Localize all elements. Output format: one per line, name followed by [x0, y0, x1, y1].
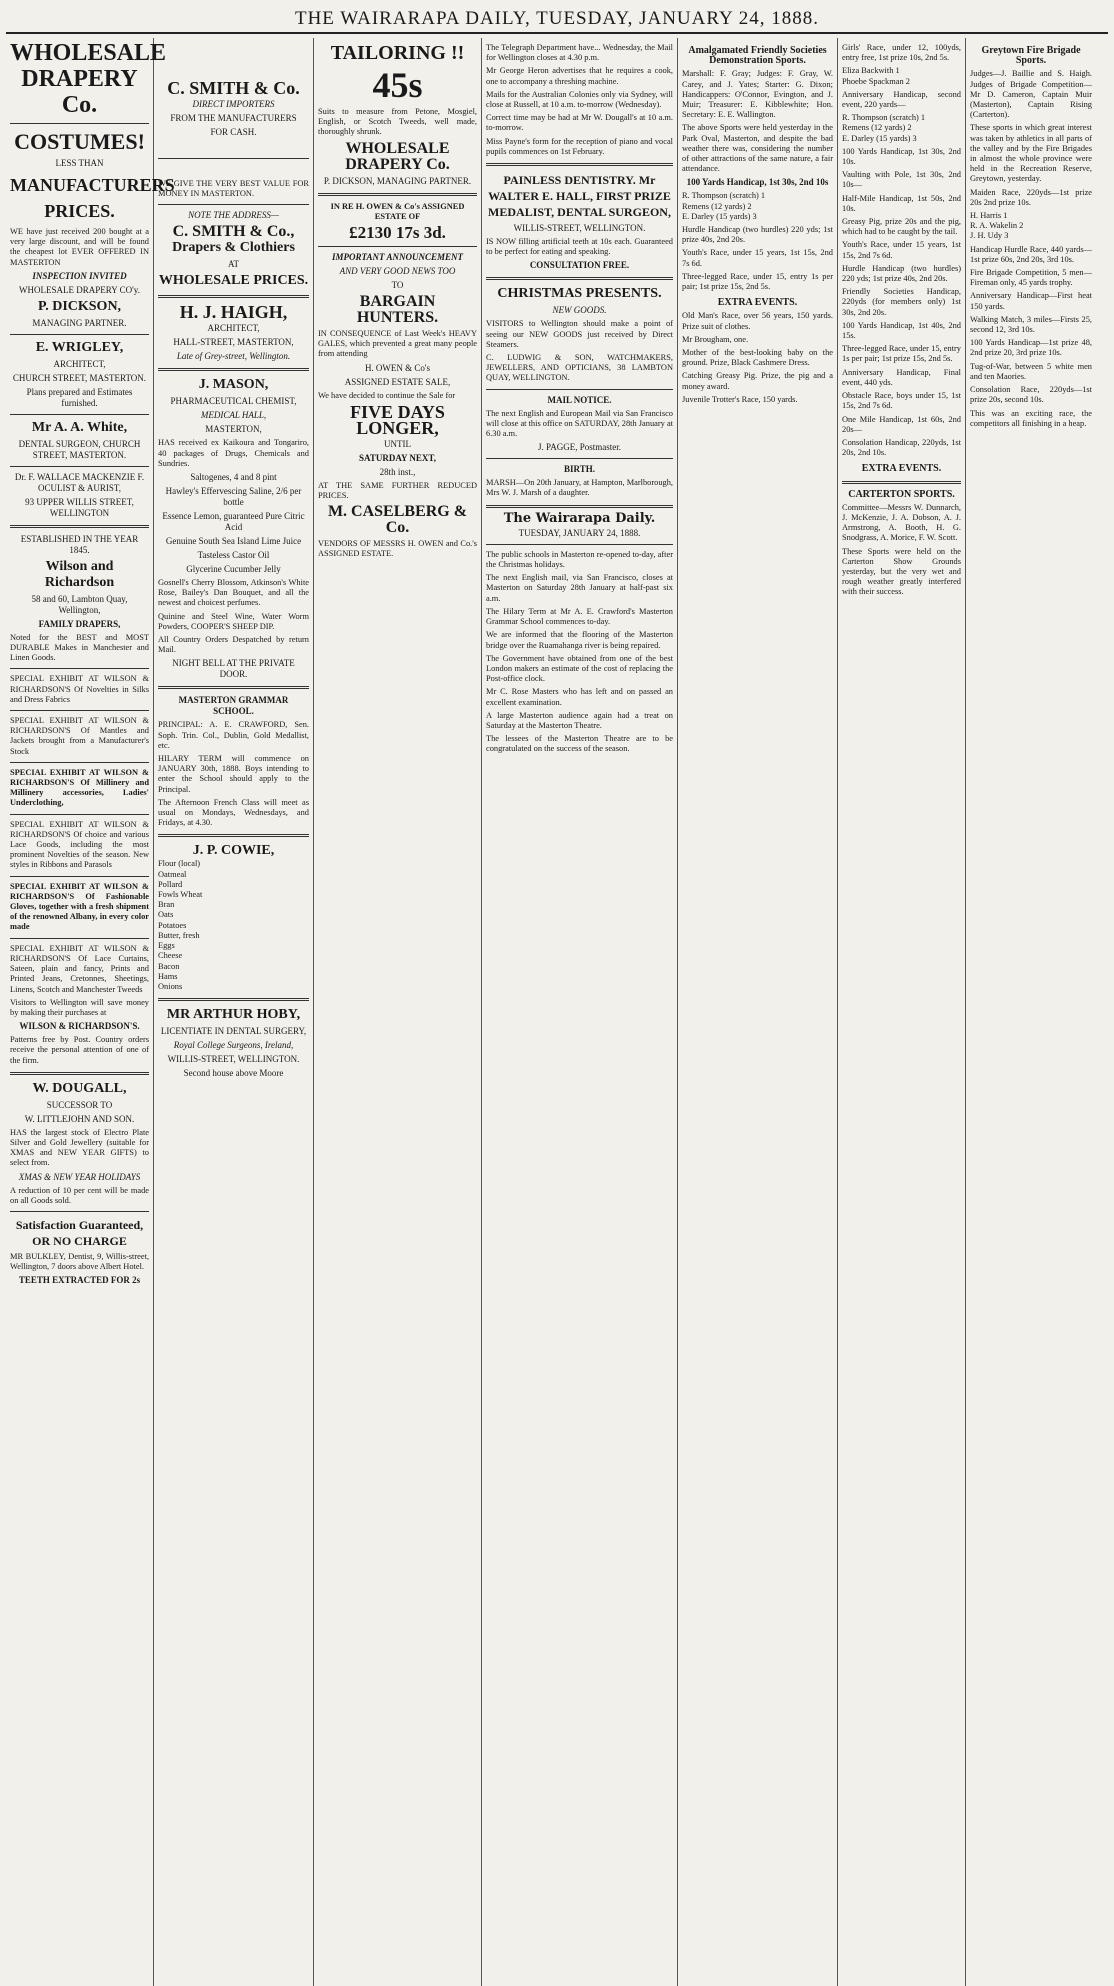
decided-body: We have decided to continue the Sale for	[318, 390, 456, 400]
paragraph-2: Correct time may be had at Mr W. Dougall's at 10 a.m. to-morrow.	[486, 113, 673, 133]
greytown-body: These sports in which great interest was taken by athletics in all parts of the valley and by the Fire Brigades in almost the whole province were held in the Recreation Reserve, Greytown, yesterday.	[970, 123, 1092, 184]
editorial-3: We are informed that the flooring of the Masterton bridge over the Ruamahanga river is being repaired.	[486, 630, 673, 650]
column-7	[966, 38, 1096, 1986]
special-exhibit-6: SPECIAL EXHIBIT AT WILSON & RICHARDSON'S Of Lace Curtains, Sateen, plain and fancy, Prints and Printed Jeans, Cretonnes, Sheetings, Linens, Scotch and Manchester Tweeds	[10, 943, 149, 994]
grammar-school: MASTERTON GRAMMAR SCHOOL.	[178, 695, 289, 717]
paragraph-1: Mails for the Australian Colonies only via Sydney, will close at Russell, at 10 a.m. to-morrow (Wednesday).	[486, 89, 673, 110]
cowie-price-6: Potatoes	[158, 920, 187, 930]
managing-partner: MANAGING PARTNER.	[32, 317, 127, 328]
teeth-extracted: TEETH EXTRACTED FOR 2s	[18, 1275, 141, 1286]
direct-importers: DIRECT IMPORTERS	[192, 99, 275, 109]
until: UNTIL	[384, 438, 411, 449]
assigned-sale: ASSIGNED ESTATE SALE,	[344, 376, 451, 387]
new-goods: NEW GOODS.	[552, 305, 607, 316]
patterns-free: Patterns free by Post. Country orders receive the personal attention of one of the firm.	[10, 1035, 149, 1065]
wrigley-name: E. WRIGLEY,	[35, 339, 124, 355]
mason-item-3: Genuine South Sea Island Lime Juice	[165, 536, 302, 547]
greasy-pig: Catching Greasy Pig. Prize, the pig and a money award.	[682, 371, 833, 391]
saturday-next: SATURDAY NEXT,	[358, 452, 436, 463]
same-prices: AT THE SAME FURTHER REDUCED PRICES.	[318, 480, 477, 501]
white-name: Mr A. A. White,	[31, 419, 128, 435]
to-label: TO	[391, 280, 404, 291]
costumes-heading: COSTUMES!	[14, 129, 145, 154]
carterton-body: These Sports were held on the Carterton Show Grounds yesterday, but the very wet and rough weather greatly interfered with their success.	[842, 546, 961, 597]
carterton-sports: CARTERTON SPORTS.	[848, 488, 955, 500]
special-exhibit-3: SPECIAL EXHIBIT AT WILSON & RICHARDSON'S Of Millinery and Millinery accessories, Ladies' Underclothing,	[10, 767, 149, 808]
bargain-hunters: BARGAIN HUNTERS.	[356, 293, 439, 327]
consultation-free: CONSULTATION FREE.	[529, 260, 630, 271]
hoby-name: MR ARTHUR HOBY,	[166, 1007, 301, 1023]
anniversary-7: Anniversary Handicap—First heat 150 yards.	[970, 291, 1092, 311]
mason-cooper: Quinine and Steel Wine, Water Worm Powders, COOPER'S SHEEP DIP.	[158, 611, 309, 631]
result-1: Remens (12 yards) 2	[682, 201, 752, 211]
results-title: 100 Yards Handicap, 1st 30s, 2nd 10s	[686, 177, 829, 188]
caselberg: M. CASELBERG & Co.	[327, 503, 468, 537]
five-days: FIVE DAYS LONGER,	[350, 401, 445, 438]
anniv-result-0: R. Thompson (scratch) 1	[842, 113, 926, 123]
amalgamated-officers: Marshall: F. Gray; Judges: F. Gray, W. Carey, and J. Yates; Starter: G. Dixon; Handicappers: O'Connor, Evington, and J. Muir; Treasurer: E. Kibblewhite; Hon. Secretary: E. E. Wallington.	[682, 69, 833, 120]
hurdle-handicap: Hurdle Handicap (two hurdles) 220 yds; 1st prize 40s, 2nd 20s.	[682, 225, 833, 245]
masthead: THE WAIRARAPA DAILY, TUESDAY, JANUARY 24, 1888.	[6, 6, 1108, 34]
family-drapers: FAMILY DRAPERS,	[38, 618, 121, 629]
xmas-body: A reduction of 10 per cent will be made on all Goods sold.	[10, 1185, 149, 1205]
haigh-architect: ARCHITECT,	[207, 323, 260, 334]
result-2: E. Darley (15 yards) 3	[682, 211, 757, 221]
girls-result-0: Eliza Backwith 1	[842, 66, 900, 76]
mason-pharm: PHARMACEUTICAL CHEMIST,	[170, 396, 297, 407]
cowie-price-5: Oats	[158, 910, 174, 920]
walking-match: Walking Match, 3 miles—Firsts 25, second 12, 3rd 10s.	[970, 314, 1092, 335]
very-good-news: AND VERY GOOD NEWS TOO	[339, 266, 456, 277]
cowie-price-7: Butter, fresh	[158, 930, 200, 940]
xmas-holidays: XMAS & NEW YEAR HOLIDAYS	[18, 1171, 141, 1182]
bulkley-body: MR BULKLEY, Dentist, 9, Willis-street, Wellington, 7 doors above Albert Hotel.	[10, 1251, 149, 1272]
consolation-6: Consolation Handicap, 220yds, 1st 20s, 2nd 10s.	[842, 437, 961, 458]
column-2	[154, 38, 314, 1986]
one-mile: One Mile Handicap, 1st 60s, 2nd 20s—	[842, 414, 961, 434]
mason-item-1: Hawley's Effervescing Saline, 2/6 per bottle	[165, 486, 302, 508]
drapery-3: DRAPERY Co.	[345, 155, 450, 173]
cowie-price-9: Cheese	[158, 951, 183, 961]
cowie-price-12: Onions	[158, 981, 183, 991]
obstacle-race: Obstacle Race, boys under 15, 1st 15s, 2nd 7s 6d.	[842, 391, 961, 411]
paragraph-0: Mr George Heron advertises that he requires a cook, one to accompany a threshing machine.	[486, 66, 673, 86]
mason-gosnells: Gosnell's Cherry Blossom, Atkinson's White Rose, Bailey's Dan Bouquet, and all the newest and choicest perfumes.	[158, 578, 309, 608]
amalgamated-body: The above Sports were held yesterday in the Park Oval, Masterton, and despite the bad weather there was, considering the number of other attractions of the same nature, a fair attendance.	[682, 123, 833, 174]
three-legged-6: Three-legged Race, under 15, entry 1s per pair; 1st prize 15s, 2nd 5s.	[842, 344, 961, 364]
girls-race: Girls' Race, under 12, 100yds, entry free, 1st prize 10s, 2nd 5s.	[842, 43, 961, 63]
sale-date: 28th inst.,	[379, 466, 416, 477]
littlejohn: W. LITTLEJOHN AND SON.	[24, 1113, 135, 1124]
mackenzie-address: 93 UPPER WILLIS STREET, WELLINGTON	[25, 496, 134, 518]
ludwig-body: C. LUDWIG & SON, WATCHMAKERS, JEWELLERS, AND OPTICIANS, 38 LAMBTON QUAY, WELLINGTON.	[486, 353, 673, 383]
carterton-committee: Committee—Messrs W. Dunnarch, J. McKenzie, J. A. Dobson, A. J. Armstrong, A. Booth, H. G. Snodgrass, A. Morice, F. W. Scott.	[842, 502, 961, 543]
column-4	[482, 38, 678, 1986]
postmaster: J. PAGGE, Postmaster.	[538, 442, 621, 453]
mason-masterton: MASTERTON,	[205, 424, 262, 435]
consolation-7: Consolation Race, 220yds—1st prize 20s, second 10s.	[970, 385, 1092, 405]
hall-body: IS NOW filling artificial teeth at 10s each. Guaranteed to be perfect for eating and speaking.	[486, 237, 673, 257]
special-exhibit-5: SPECIAL EXHIBIT AT WILSON & RICHARDSON'S Of Fashionable Gloves, together with a fresh shipment of the renowned Albany, in every color made	[10, 881, 149, 932]
wrigley-architect: ARCHITECT,	[53, 358, 106, 369]
dougall-body: HAS the largest stock of Electro Plate Silver and Gold Jewellery (suitable for XMAS and NEW YEAR GIFTS) to select from.	[10, 1127, 149, 1168]
greytown-judges: Judges—J. Baillie and S. Haigh. Judges of Brigade Competition—Mr D. Cameron, Captain Muir (Masterton), Captain Rising (Carterton).	[970, 69, 1092, 120]
maiden-result-2: J. H. Udy 3	[970, 231, 1009, 241]
hoby-royal: Royal College Surgeons, Ireland,	[173, 1040, 294, 1051]
old-mans-race: Old Man's Race, over 56 years, 150 yards. Prize suit of clothes.	[682, 311, 833, 331]
mason-name: J. MASON,	[198, 377, 269, 393]
best-baby: Mother of the best-looking baby on the ground. Prize, Black Cashmere Dress.	[682, 348, 833, 368]
cowie-price-1: Oatmeal	[158, 869, 187, 879]
editorial-4: The Government have obtained from one of the best London makers an estimate of the cost of replacing the Post-office clock.	[486, 653, 673, 684]
vaulting: Vaulting with Pole, 1st 30s, 2nd 10s—	[842, 170, 961, 190]
maiden-result-0: H. Harris 1	[970, 211, 1008, 221]
give-best: WE GIVE THE VERY BEST VALUE FOR MONEY IN MASTERTON.	[158, 179, 309, 199]
editorial-5: Mr C. Rose Masters who has left and on passed an excellent examination.	[486, 687, 673, 707]
special-exhibit-1: SPECIAL EXHIBIT AT WILSON & RICHARDSON'S Of Novelties in Silks and Dress Fabrics	[10, 674, 149, 704]
christmas-presents: CHRISTMAS PRESENTS.	[497, 286, 662, 302]
mason-item-4: Tasteless Castor Oil	[197, 550, 270, 561]
mason-item-2: Essence Lemon, guaranteed Pure Citric Acid	[162, 511, 305, 533]
three-legged: Three-legged Race, under 15, entry 1s per pair; 1st prize 15s, 2nd 5s.	[682, 271, 833, 292]
editorial-6: A large Masterton audience again had a treat on Saturday at the Masterton Theatre.	[486, 710, 673, 730]
white-dental: DENTAL SURGEON, CHURCH STREET, MASTERTON.	[18, 438, 141, 460]
special-exhibit-2: SPECIAL EXHIBIT AT WILSON & RICHARDSON'S Of Mantles and Jackets brought from a Manufacturer's Stock	[10, 716, 149, 756]
mason-item-0: Saltogenes, 4 and 8 pint	[190, 472, 277, 483]
note-address: NOTE THE ADDRESS—	[188, 210, 279, 221]
dickson-3: P. DICKSON, MANAGING PARTNER.	[323, 175, 472, 186]
grammar-hilary: HILARY TERM will commence on JANUARY 30th, 1888. Boys intending to enter the School should apply to the Principal.	[158, 754, 309, 794]
hundred-yards-2: 100 Yards Handicap, 1st 40s, 2nd 15s.	[842, 320, 961, 341]
hoby-licentiate: LICENTIATE IN DENTAL SURGERY,	[160, 1026, 307, 1037]
anniv-result-1: Remens (12 yards) 2	[842, 123, 912, 133]
friendly-handicap: Friendly Societies Handicap, 220yds (for members only) 1st 30s, 2nd 20s.	[842, 287, 961, 317]
noted-for: Noted for the BEST and MOST DURABLE Makes in Manchester and Linen Goods.	[10, 632, 149, 663]
column-6	[838, 38, 966, 1986]
daily-date: TUESDAY, JANUARY 24, 1888.	[518, 527, 641, 538]
mason-orders: All Country Orders Despatched by return Mail.	[158, 635, 309, 655]
smith-title: C. SMITH & Co.	[167, 78, 300, 98]
mr-brougham: Mr Brougham, one.	[682, 334, 749, 344]
drapery-title: DRAPERY Co.	[21, 66, 138, 118]
anniversary-final: Anniversary Handicap, Final event, 440 yds.	[842, 367, 961, 387]
special-exhibit-4: SPECIAL EXHIBIT AT WILSON & RICHARDSON'S Of choice and various Lace Goods, including the most prominent Novelties of the season. New styles in Ribbons and Parasols	[10, 819, 149, 870]
anniv-result-2: E. Darley (15 yards) 3	[842, 133, 917, 143]
telegraph-note: The Telegraph Department have... Wednesday, the Mail for Wellington closes at 4.30 p.m.	[486, 43, 673, 63]
hoby-second: Second house above Moore	[183, 1068, 284, 1079]
costumes-body: WE have just received 200 bought at a very large discount, and will be found the cheapest lot EVER OFFERED IN MASTERTON	[10, 227, 149, 267]
half-mile: Half-Mile Handicap, 1st 50s, 2nd 10s.	[842, 193, 961, 213]
wholesale-3: WHOLESALE	[345, 139, 450, 157]
cowie-name: J. P. COWIE,	[192, 843, 275, 859]
hundred-yards: 100 Yards Handicap, 1st 30s, 2nd 10s.	[842, 146, 961, 167]
tailoring-price: 45s	[372, 65, 423, 105]
extra-events: EXTRA EVENTS.	[717, 297, 798, 309]
girls-result-1: Phoebe Spackman 2	[842, 76, 910, 86]
for-cash: FOR CASH.	[210, 127, 257, 137]
mason-medical: MEDICAL HALL,	[200, 410, 267, 421]
mail-body: The next English and European Mail via San Francisco will close at this office on SATURDAY, 28th January at 6.30 a.m.	[486, 408, 673, 439]
night-bell: NIGHT BELL AT THE PRIVATE DOOR.	[172, 658, 295, 680]
less-than: LESS THAN	[55, 158, 104, 168]
columns	[6, 38, 1108, 1986]
youth-race: Youth's Race, under 15 years, 1st 15s, 2nd 7s 6d.	[682, 248, 833, 268]
in-re-owen: IN RE H. OWEN & Co's ASSIGNED ESTATE OF	[330, 201, 465, 221]
painless-dentistry: PAINLESS DENTISTRY. Mr WALTER E. HALL, FIRST PRIZE MEDALIST, DENTAL SURGEON,	[488, 173, 671, 220]
editorial-0: The public schools in Masterton re-opened to-day, after the Christmas holidays.	[486, 549, 673, 570]
inspection-invited: INSPECTION INVITED	[32, 270, 127, 281]
grammar-principal: PRINCIPAL: A. E. CRAWFORD, Sen. Soph. Trin. Col., Dublin, Gold Medallist, etc.	[158, 720, 309, 750]
hurdle-race-7: Handicap Hurdle Race, 440 yards—1st prize 60s, 2nd 20s, 3rd 10s.	[970, 244, 1092, 264]
wilson-richardson: Wilson and Richardson	[44, 558, 115, 590]
dougall-name: W. DOUGALL,	[32, 1080, 127, 1096]
mason-received: HAS received ex Kaikoura and Tongariro, 40 packages of Drugs, Chemicals and Sundries.	[158, 438, 309, 468]
satisfaction: Satisfaction Guaranteed, OR NO CHARGE	[15, 1217, 144, 1248]
hoby-willis: WILLIS-STREET, WELLINGTON.	[167, 1054, 300, 1065]
owen-co: H. OWEN & Co's	[364, 362, 431, 373]
estate-amount: £2130 17s 3d.	[349, 223, 446, 243]
editorial-1: The next English mail, via San Francisco, closes at Masterton on Saturday 28th January at half-past six a.m.	[486, 573, 673, 603]
lambton-address: 58 and 60, Lambton Quay, Wellington,	[31, 593, 128, 615]
cowie-price-0: Flour (local)	[158, 859, 201, 869]
important-announcement: IMPORTANT ANNOUNCEMENT	[332, 252, 463, 263]
tug-of-war: Tug-of-War, between 5 white men and ten Maories.	[970, 361, 1092, 381]
wholesale-co: WHOLESALE DRAPERY CO'y.	[19, 284, 140, 295]
wr-stores: WILSON & RICHARDSON'S.	[19, 1021, 140, 1032]
column-5	[678, 38, 838, 1986]
mason-item-5: Glycerine Cucumber Jelly	[186, 564, 281, 575]
maiden-result-1: R. A. Wakelin 2	[970, 221, 1024, 231]
column-3	[314, 38, 482, 1986]
amalgamated-heading: Amalgamated Friendly Societies Demonstration Sports.	[688, 45, 827, 67]
greasy-pig-6: Greasy Pig, prize 20s and the pig, which had to be caught by the tail.	[842, 217, 961, 237]
cowie-price-11: Hams	[158, 971, 178, 981]
haigh-name: H. J. HAIGH,	[179, 302, 288, 323]
hurdle-6: Hurdle Handicap (two hurdles) 220 yds; 1st prize 40s, 2nd 20s.	[842, 263, 961, 284]
wholesale-title: WHOLESALE	[10, 40, 167, 66]
extra-events-6: EXTRA EVENTS.	[861, 463, 942, 475]
cowie-price-2: Pollard	[158, 879, 183, 889]
anniversary-handicap: Anniversary Handicap, second event, 220 yards—	[842, 89, 961, 110]
visitors-body: VISITORS to Wellington should make a point of seeing our NEW GOODS just received by Direct Steamers.	[486, 319, 673, 349]
manufacturers-heading: MANUFACTURERS	[10, 175, 175, 195]
daily-logo: The Wairarapa Daily.	[503, 510, 656, 526]
at-label: AT	[228, 259, 239, 270]
hall-willis: WILLIS-STREET, WELLINGTON.	[513, 223, 646, 234]
wrigley-plans: Plans prepared and Estimates furnished.	[26, 386, 133, 408]
cowie-price-4: Bran	[158, 900, 175, 910]
successor: SUCCESSOR TO	[46, 1099, 113, 1110]
haigh-grey: Late of Grey-street, Wellington.	[176, 351, 291, 362]
consequence-body: IN CONSEQUENCE of Last Week's HEAVY GALES, which prevented a great many people from attending	[318, 329, 477, 359]
established: ESTABLISHED IN THE YEAR 1845.	[20, 533, 139, 555]
visitors-note: Visitors to Wellington will save money by making their purchases at	[10, 997, 149, 1017]
cowie-price-8: Eggs	[158, 941, 175, 951]
drapers-clothiers: Drapers & Clothiers	[172, 240, 295, 256]
result-0: R. Thompson (scratch) 1	[682, 191, 766, 201]
cowie-price-3: Fowls Wheat	[158, 890, 203, 900]
haigh-address: HALL-STREET, MASTERTON,	[173, 337, 294, 348]
prices-heading: PRICES.	[44, 201, 115, 221]
birth-heading: BIRTH.	[564, 464, 595, 475]
wrigley-address: CHURCH STREET, MASTERTON.	[12, 372, 147, 383]
tailoring-title: TAILORING !!	[330, 42, 465, 64]
editorial-7: The lessees of the Masterton Theatre are to be congratulated on the success of the season.	[486, 734, 673, 754]
grammar-french: The Afternoon French Class will meet as usual on Mondays, Wednesdays, and Fridays, at 4.30.	[158, 797, 309, 828]
vendors: VENDORS OF MESSRS H. OWEN and Co.'s ASSIGNED ESTATE.	[318, 539, 477, 559]
suits-body: Suits to measure from Petone, Mosgiel, English, or Scotch Tweeds, well made, thoroughly shrunk.	[318, 107, 477, 137]
mackenzie-name: Dr. F. WALLACE MACKENZIE F. OCULIST & AURIST,	[14, 471, 145, 493]
dickson-name: P. DICKSON,	[37, 298, 122, 314]
greytown-heading: Greytown Fire Brigade Sports.	[981, 45, 1081, 67]
paragraph-3: Miss Payne's form for the reception of piano and vocal pupils commences on 1st February.	[486, 136, 673, 156]
maiden-race: Maiden Race, 220yds—1st prize 20s 2nd prize 10s.	[970, 187, 1092, 207]
hundred-7: 100 Yards Handicap—1st prize 48, 2nd prize 20, 3rd prize 10s.	[970, 338, 1092, 358]
cowie-price-10: Bacon	[158, 961, 180, 971]
birth-body: MARSH—On 20th January, at Hampton, Marlborough, Mrs W. J. Marsh of a daughter.	[486, 478, 673, 498]
fire-brigade-comp: Fire Brigade Competition, 5 men—Fireman only, 45 yards trophy.	[970, 268, 1092, 288]
mail-notice: MAIL NOTICE.	[547, 394, 612, 405]
editorial-2: The Hilary Term at Mr A. E. Crawford's Masterton Grammar School commences to-day.	[486, 606, 673, 627]
youth-race-6: Youth's Race, under 15 years, 1st 15s, 2nd 7s 6d.	[842, 240, 961, 260]
closing-7: This was an exciting race, the competitors all finishing in a heap.	[970, 408, 1092, 428]
wholesale-prices: WHOLESALE PRICES.	[158, 273, 309, 289]
smith-title-2: C. SMITH & Co.,	[172, 223, 295, 241]
from-manufacturers: FROM THE MANUFACTURERS	[170, 113, 297, 123]
juvenile-trotter: Juvenile Trotter's Race, 150 yards.	[682, 394, 798, 404]
